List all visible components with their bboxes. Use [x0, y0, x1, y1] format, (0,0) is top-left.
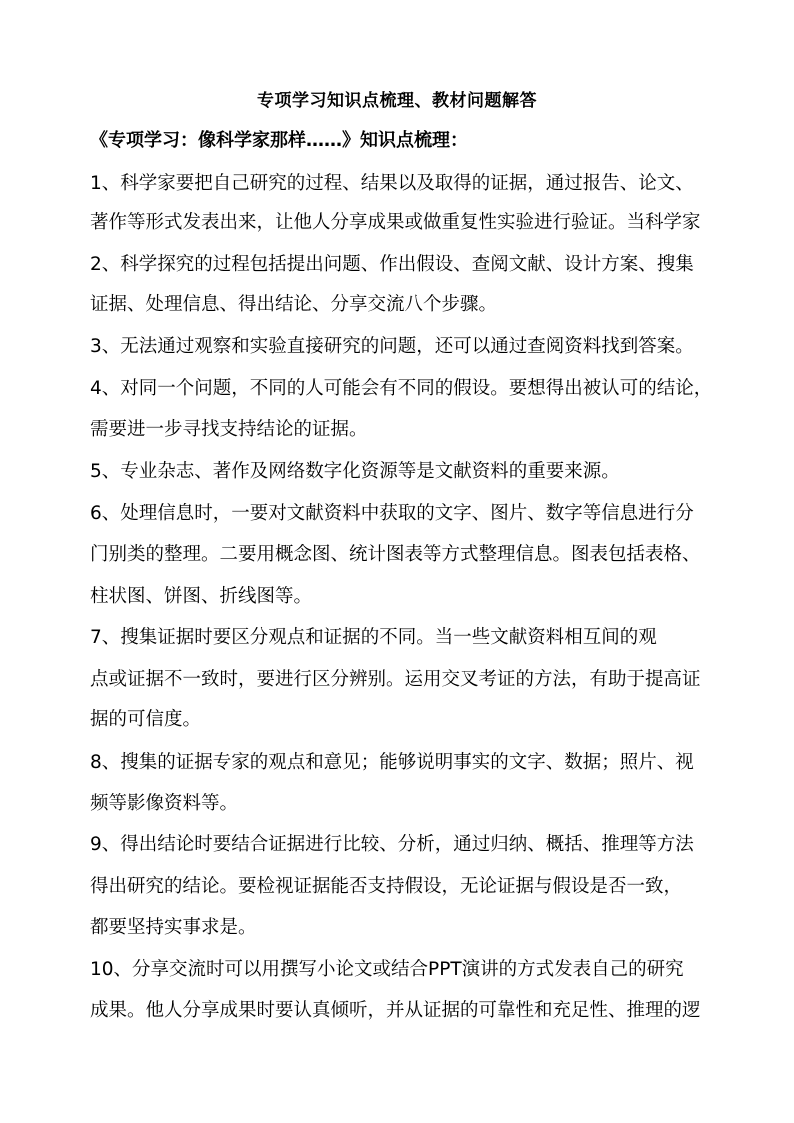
text-line: 9、得出结论时要结合证据进行比较、分析，通过归纳、概括、推理等方法 [90, 834, 694, 855]
text-line: 据的可信度。 [90, 709, 202, 730]
text-line: 得出研究的结论。要检视证据能否支持假设，无论证据与假设是否一致， [90, 876, 683, 897]
text-line: 6、处理信息时，一要对文献资料中获取的文字、图片、数字等信息进行分 [90, 503, 694, 524]
text-line: 8、搜集的证据专家的观点和意见；能够说明事实的文字、数据；照片、视 [90, 752, 694, 773]
text-line: 门别类的整理。二要用概念图、统计图表等方式整理信息。图表包括表格、 [90, 544, 701, 565]
text-line: 证据、处理信息、得出结论、分享交流八个步骤。 [90, 294, 498, 315]
document-title: 专项学习知识点梳理、教材问题解答 [257, 91, 537, 111]
text-line: 都要坚持实事求是。 [90, 917, 257, 938]
text-line: 需要进一步寻找支持结论的证据。 [90, 419, 368, 440]
text-line: 1、科学家要把自己研究的过程、结果以及取得的证据，通过报告、论文、 [90, 173, 694, 194]
text-line: 2、科学探究的过程包括提出问题、作出假设、查阅文献、设计方案、搜集 [90, 254, 694, 275]
document-subtitle: 《专项学习：像科学家那样……》知识点梳理： [90, 130, 468, 151]
text-line: 著作等形式发表出来，让他人分享成果或做重复性实验进行验证。当科学家 [90, 212, 701, 233]
text-line: 点或证据不一致时，要进行区分辨别。运用交叉考证的方法，有助于提高证 [90, 669, 701, 690]
text-line: 频等影像资料等。 [90, 793, 239, 814]
text-line: 7、搜集证据时要区分观点和证据的不同。当一些文献资料相互间的观 [90, 627, 657, 648]
text-line: 成果。他人分享成果时要认真倾听，并从证据的可靠性和充足性、推理的逻 [90, 1000, 701, 1021]
text-line: 4、对同一个问题，不同的人可能会有不同的假设。要想得出被认可的结论， [90, 378, 713, 399]
text-line: 3、无法通过观察和实验直接研究的问题，还可以通过查阅资料找到答案。 [90, 336, 694, 357]
text-line: 柱状图、饼图、折线图等。 [90, 586, 313, 607]
text-line: 10、分享交流时可以用撰写小论文或结合PPT演讲的方式发表自己的研究 [90, 959, 684, 980]
text-line: 5、专业杂志、著作及网络数字化资源等是文献资料的重要来源。 [90, 461, 620, 482]
